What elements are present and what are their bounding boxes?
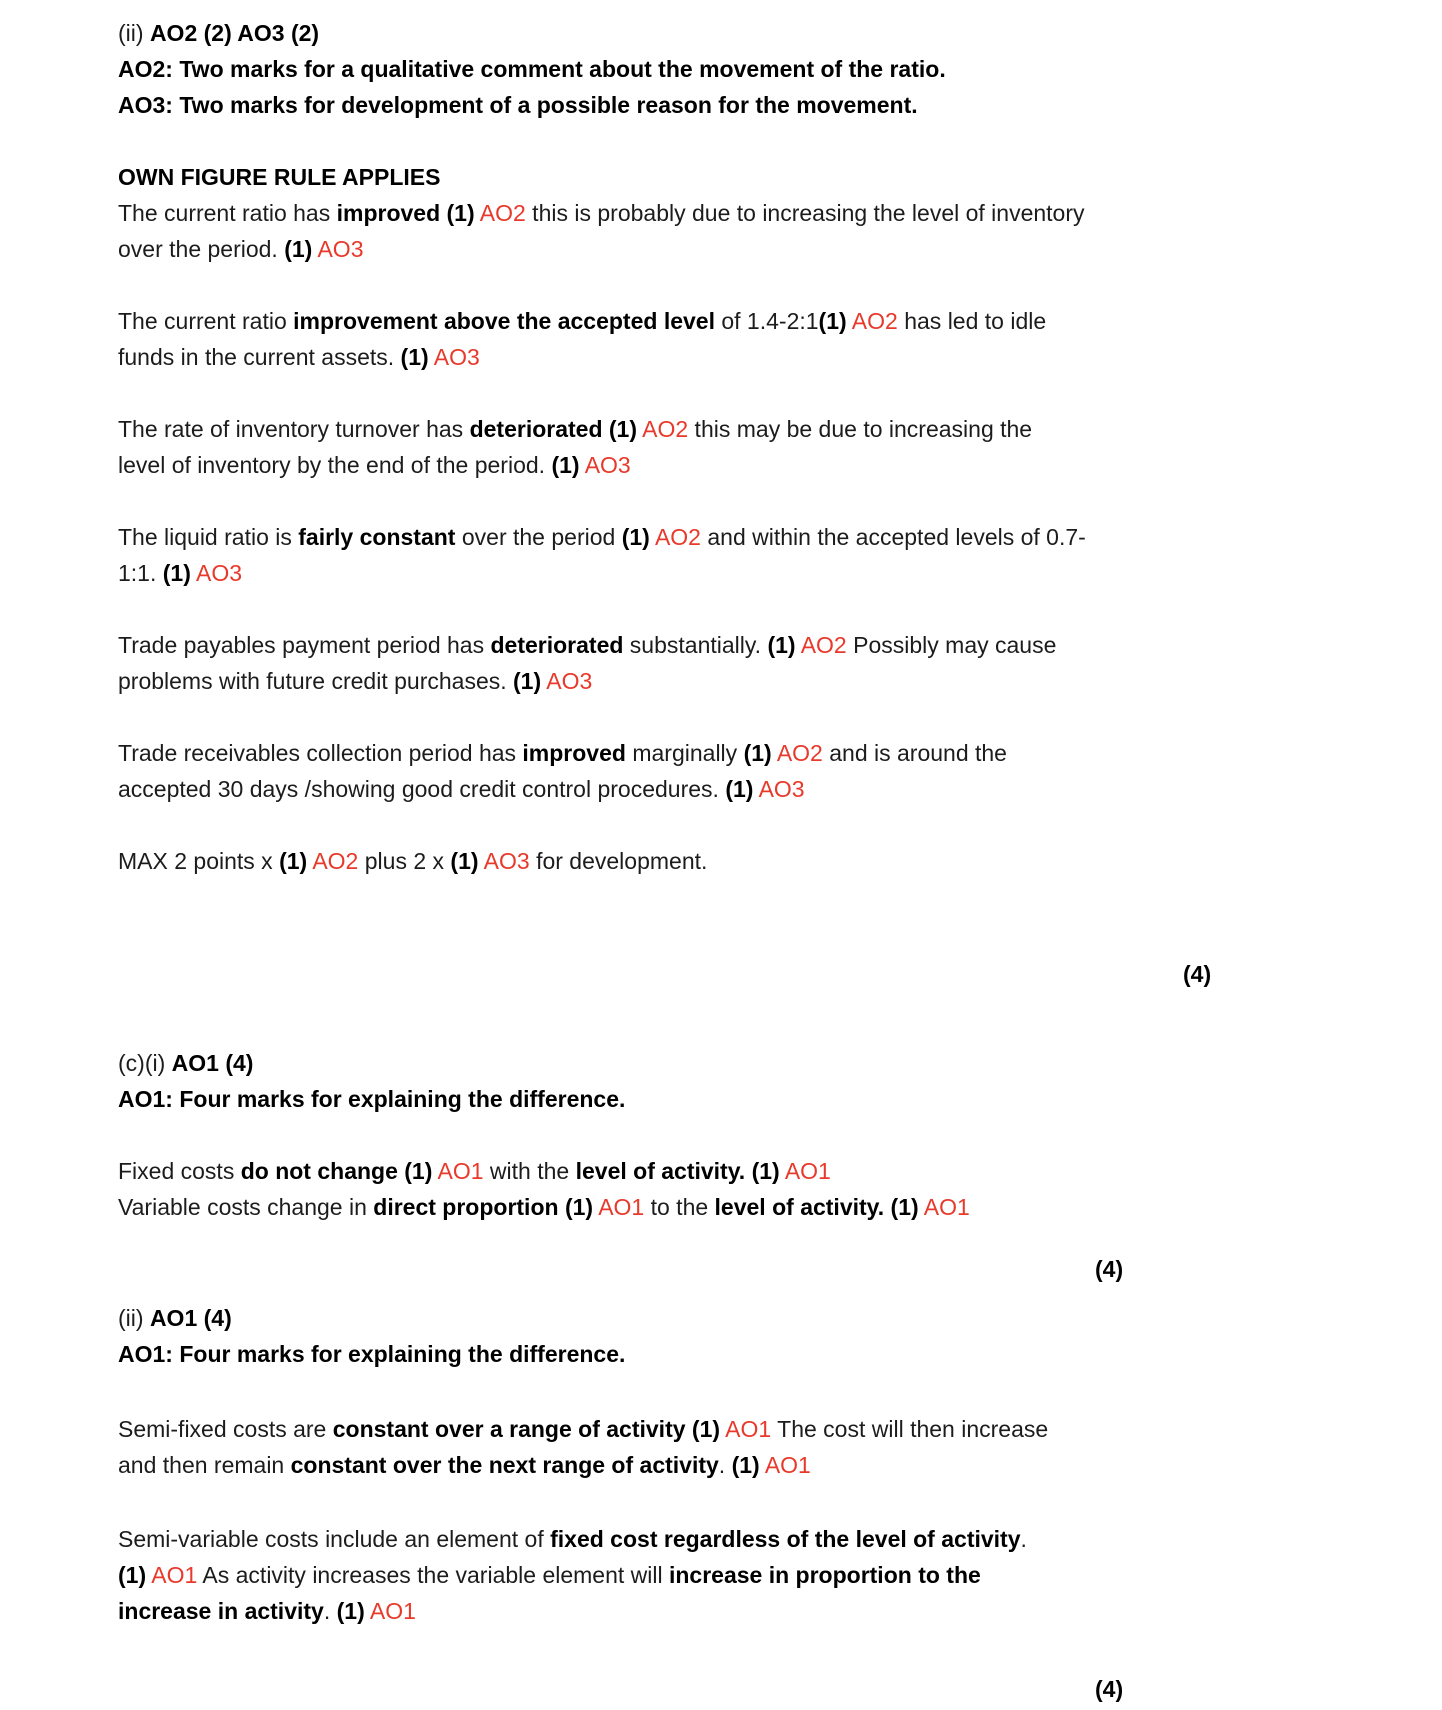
text-run: MAX 2 points x <box>118 848 280 874</box>
text-line <box>118 1336 1442 1372</box>
bold-text: fairly constant <box>298 524 456 550</box>
bold-text: (1) <box>162 560 191 586</box>
text-line <box>118 159 1442 195</box>
marks-total-badge <box>1095 1251 1442 1287</box>
text-run: funds in the current assets. <box>118 344 401 370</box>
bold-text: (4) <box>1095 1676 1124 1702</box>
text-line <box>118 555 1442 591</box>
section-cii-heading <box>118 1300 1442 1336</box>
text-run: of 1.4-2:1 <box>714 308 819 334</box>
bold-text: (1) <box>743 740 772 766</box>
text-line <box>118 1153 1442 1189</box>
text-run: marginally <box>625 740 744 766</box>
text-run: problems with future credit purchases. <box>118 668 514 694</box>
bold-text: AO1: Four marks for explaining the difference. <box>118 1341 626 1367</box>
bold-text: OWN FIGURE RULE APPLIES <box>118 164 441 190</box>
assessment-objective-tag: AO3 <box>317 236 364 262</box>
text-line <box>118 1557 1442 1593</box>
point-liquid-ratio <box>118 519 1442 591</box>
text-run: 1:1. <box>118 560 163 586</box>
bold-text: (1) <box>400 344 429 370</box>
assessment-objective-tag: AO3 <box>196 560 243 586</box>
assessment-objective-tag: AO3 <box>483 848 530 874</box>
text-run: has led to idle <box>897 308 1047 334</box>
text-run: The current ratio has <box>118 200 337 226</box>
ao1-criteria <box>118 1336 1442 1372</box>
bold-text: improved <box>522 740 626 766</box>
point-semi-variable-costs <box>118 1521 1442 1629</box>
text-line <box>118 1081 1442 1117</box>
bold-text: AO1 (4) <box>149 1305 232 1331</box>
text-line <box>118 1411 1442 1447</box>
text-line <box>1095 1671 1442 1707</box>
ao2-criteria <box>118 51 1442 87</box>
text-run: accepted 30 days /showing good credit control procedures. <box>118 776 726 802</box>
text-run: to the <box>644 1194 715 1220</box>
bold-text: constant over a range of activity (1) <box>332 1416 721 1442</box>
text-line <box>118 519 1442 555</box>
text-line <box>118 51 1442 87</box>
point-current-ratio-improved <box>118 195 1442 267</box>
text-line <box>118 87 1442 123</box>
text-run: and is around the <box>822 740 1007 766</box>
assessment-objective-tag: AO3 <box>433 344 480 370</box>
assessment-objective-tag: AO2 <box>642 416 689 442</box>
text-line <box>118 303 1442 339</box>
text-run: (c)(i) <box>118 1050 172 1076</box>
text-line <box>118 735 1442 771</box>
text-run: Trade receivables collection period has <box>118 740 523 766</box>
bold-text: level of activity. (1) <box>575 1158 780 1184</box>
bold-text: (1) <box>767 632 796 658</box>
text-line <box>118 447 1442 483</box>
bold-text: increase in proportion to the <box>668 1562 981 1588</box>
text-run: plus 2 x <box>358 848 451 874</box>
text-line <box>118 1593 1442 1629</box>
bold-text: level of activity. (1) <box>714 1194 919 1220</box>
text-run: Variable costs change in <box>118 1194 374 1220</box>
text-line <box>118 1045 1442 1081</box>
assessment-objective-tag: AO2 <box>312 848 359 874</box>
assessment-objective-tag: AO3 <box>758 776 805 802</box>
assessment-objective-tag: AO2 <box>654 524 701 550</box>
bold-text: constant over the next range of activity <box>290 1452 719 1478</box>
text-line <box>118 411 1442 447</box>
assessment-objective-tag: AO2 <box>479 200 526 226</box>
bold-text: (1) <box>818 308 847 334</box>
text-line <box>118 339 1442 375</box>
text-run: and then remain <box>118 1452 291 1478</box>
point-current-ratio-idle-funds <box>118 303 1442 375</box>
bold-text: deteriorated (1) <box>469 416 638 442</box>
ao1-criteria <box>118 1081 1442 1117</box>
bold-text: (1) <box>725 776 754 802</box>
point-inventory-turnover <box>118 411 1442 483</box>
assessment-objective-tag: AO3 <box>546 668 593 694</box>
text-line <box>118 1447 1442 1483</box>
bold-text: AO1 (4) <box>171 1050 254 1076</box>
text-line <box>118 15 1442 51</box>
bold-text: (1) <box>118 1562 147 1588</box>
text-line <box>118 231 1442 267</box>
assessment-objective-tag: AO3 <box>584 452 631 478</box>
assessment-objective-tag: AO1 <box>151 1562 198 1588</box>
bold-text: (1) <box>513 668 542 694</box>
bold-text: increase in activity <box>118 1598 324 1624</box>
bold-text: (1) <box>621 524 650 550</box>
text-run: The cost will then increase <box>771 1416 1049 1442</box>
own-figure-rule-heading <box>118 159 1442 195</box>
assessment-objective-tag: AO2 <box>800 632 847 658</box>
text-run: and within the accepted levels of 0.7- <box>700 524 1086 550</box>
text-run: . <box>1020 1526 1027 1552</box>
text-run: . <box>323 1598 337 1624</box>
text-line <box>118 1300 1442 1336</box>
assessment-objective-tag: AO2 <box>776 740 823 766</box>
text-line <box>1183 956 1442 992</box>
bold-text: fixed cost regardless of the level of activity <box>550 1526 1021 1552</box>
text-line <box>118 663 1442 699</box>
assessment-objective-tag: AO1 <box>369 1598 416 1624</box>
bold-text: deteriorated <box>490 632 624 658</box>
text-run: As activity increases the variable element will <box>197 1562 669 1588</box>
bold-text: AO1: Four marks for explaining the difference. <box>118 1086 626 1112</box>
text-run: (ii) <box>118 20 150 46</box>
text-run: Semi-variable costs include an element of <box>118 1526 551 1552</box>
text-line <box>118 1521 1442 1557</box>
assessment-objective-tag: AO2 <box>851 308 898 334</box>
assessment-objective-tag: AO1 <box>923 1194 970 1220</box>
text-run: over the period. <box>118 236 285 262</box>
ao3-criteria <box>118 87 1442 123</box>
text-run: over the period <box>455 524 622 550</box>
assessment-objective-tag: AO1 <box>784 1158 831 1184</box>
text-run: The current ratio <box>118 308 294 334</box>
text-line <box>118 627 1442 663</box>
text-run: Possibly may cause <box>846 632 1057 658</box>
section-ci-heading <box>118 1045 1442 1081</box>
text-run: (ii) <box>118 1305 150 1331</box>
bold-text: (1) <box>336 1598 365 1624</box>
text-line <box>118 1189 1442 1225</box>
text-run: substantially. <box>623 632 768 658</box>
bold-text: AO2 (2) AO3 (2) <box>149 20 320 46</box>
text-run: level of inventory by the end of the period. <box>118 452 552 478</box>
text-run: The rate of inventory turnover has <box>118 416 470 442</box>
text-run: Semi-fixed costs are <box>118 1416 333 1442</box>
point-trade-receivables <box>118 735 1442 807</box>
bold-text: do not change (1) <box>240 1158 433 1184</box>
text-run: for development. <box>529 848 708 874</box>
marks-total-badge <box>1183 956 1442 992</box>
text-run: this is probably due to increasing the level of inventory <box>525 200 1085 226</box>
assessment-objective-tag: AO1 <box>725 1416 772 1442</box>
text-run: Fixed costs <box>118 1158 241 1184</box>
assessment-objective-tag: AO1 <box>598 1194 645 1220</box>
marks-total-badge <box>1095 1671 1442 1707</box>
bold-text: (4) <box>1183 961 1212 987</box>
text-run: this may be due to increasing the <box>688 416 1033 442</box>
point-semi-fixed-costs <box>118 1411 1442 1483</box>
bold-text: (1) <box>284 236 313 262</box>
bold-text: (4) <box>1095 1256 1124 1282</box>
assessment-objective-tag: AO1 <box>437 1158 484 1184</box>
text-run: The liquid ratio is <box>118 524 299 550</box>
bold-text: (1) <box>731 1452 760 1478</box>
bold-text: (1) <box>551 452 580 478</box>
text-line <box>1095 1251 1442 1287</box>
section-bii-heading <box>118 15 1442 51</box>
text-run: with the <box>483 1158 576 1184</box>
bold-text: AO2: Two marks for a qualitative comment about the movement of the ratio. <box>118 56 946 82</box>
text-line <box>118 843 1442 879</box>
text-line <box>118 195 1442 231</box>
bold-text: direct proportion (1) <box>373 1194 594 1220</box>
text-line <box>118 771 1442 807</box>
point-trade-payables <box>118 627 1442 699</box>
text-run: Trade payables payment period has <box>118 632 491 658</box>
bold-text: (1) <box>450 848 479 874</box>
assessment-objective-tag: AO1 <box>764 1452 811 1478</box>
point-fixed-variable-costs <box>118 1153 1442 1225</box>
bold-text: improved (1) <box>336 200 475 226</box>
bold-text: (1) <box>279 848 308 874</box>
bold-text: AO3: Two marks for development of a possible reason for the movement. <box>118 92 918 118</box>
bold-text: improvement above the accepted level <box>293 308 715 334</box>
text-run: . <box>718 1452 732 1478</box>
max-points-note <box>118 843 1442 879</box>
